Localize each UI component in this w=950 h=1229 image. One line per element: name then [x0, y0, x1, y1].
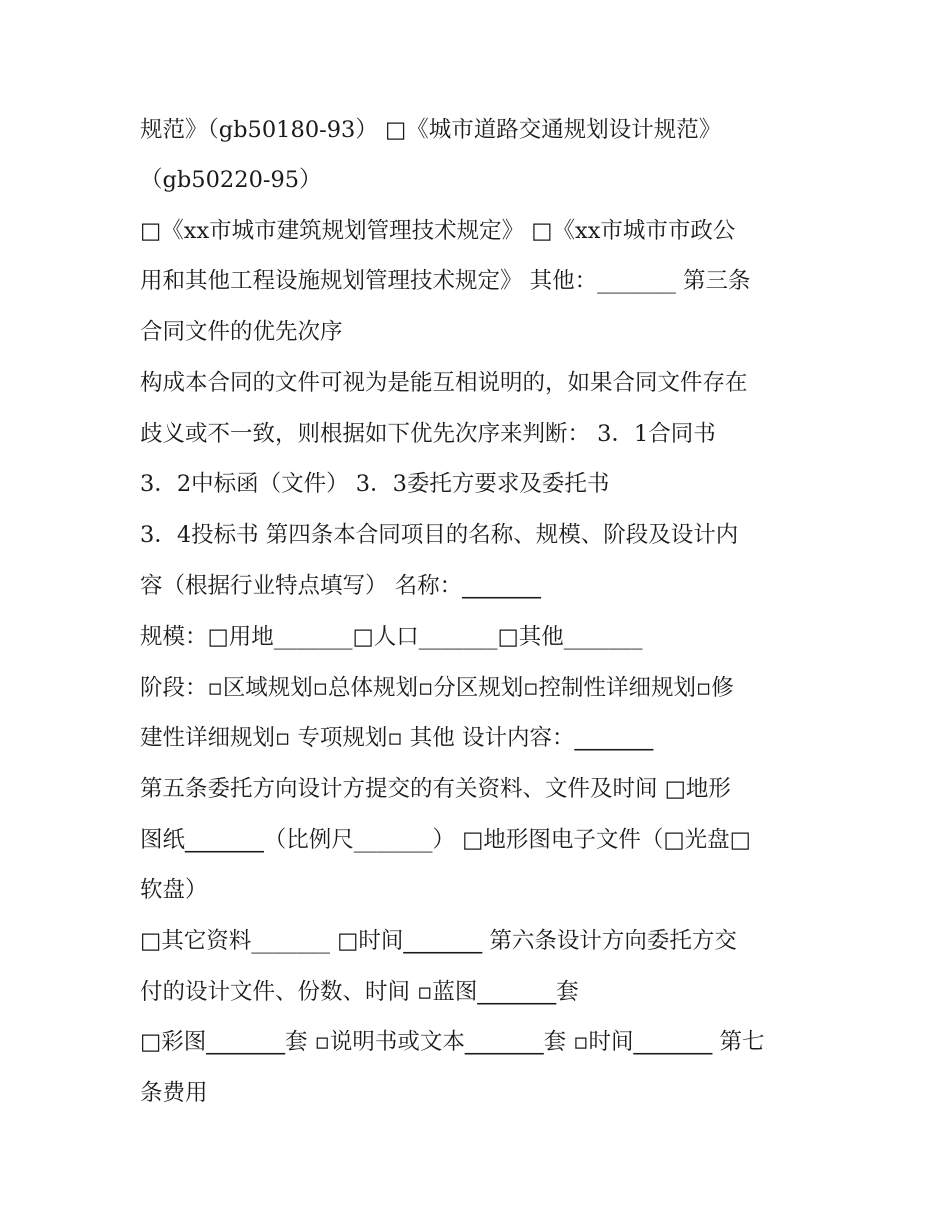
text-segment: 阶段：▫区域规划▫总体规划▫分区规划▫控制性详细规划▫修: [140, 675, 734, 701]
text-line: [140, 469, 609, 499]
text-segment: 第五条委托方向设计方提交的有关资料、文件及时间 □地形: [140, 776, 731, 802]
text-line: [140, 926, 737, 956]
text-line: [140, 622, 643, 652]
text-line: [140, 673, 734, 703]
text-line: [140, 875, 208, 905]
text-line: [140, 115, 721, 145]
text-line: [140, 825, 751, 855]
text-segment: 规模：□用地_______□人口_______□其他_______: [140, 624, 643, 650]
text-segment: 条费用: [140, 1080, 208, 1106]
text-segment: 3．2中标函（文件） 3．3委托方要求及委托书: [140, 471, 610, 497]
text-segment: 投标书 第四条本合同项目的名称、规模、阶段及设计内: [191, 522, 739, 548]
text-segment: □彩图_______套 ▫说明书或文本_______套 ▫时间_______: [140, 1029, 713, 1055]
text-line: [140, 520, 738, 550]
text-segment: 图纸_______: [140, 827, 264, 853]
text-line: [140, 368, 748, 398]
text-segment: 构成本合同的文件可视为是能互相说明的，如果合同文件存在: [140, 370, 748, 396]
text-segment: □时间_______: [337, 928, 483, 954]
text-segment: （比例尺_______） □地形图电子文件（□光盘□: [263, 827, 751, 853]
text-line: [140, 977, 579, 1007]
text-segment: 3．4: [140, 522, 192, 548]
text-line: [140, 571, 541, 601]
text-segment: 合同文件的优先次序: [140, 319, 343, 345]
text-line: [140, 317, 343, 347]
text-line: [140, 774, 731, 804]
text-segment: 第六条设计方向委托方交: [482, 928, 737, 954]
text-segment: □其它资料_______: [140, 928, 338, 954]
text-segment: 歧义或不一致，则根据如下优先次序来判断：: [140, 421, 591, 447]
text-line: [140, 419, 716, 449]
text-segment: 规范》（gb50180-93） □《城市道路交通规划设计规范》: [140, 117, 722, 143]
text-line: [140, 1027, 764, 1057]
text-segment: 软盘）: [140, 877, 208, 903]
text-line: [140, 165, 322, 195]
text-segment: □《xx市城市建筑规划管理技术规定》 □《xx市城市市政公: [140, 218, 736, 244]
text-segment: 第七: [712, 1029, 765, 1055]
text-segment: 容（根据行业特点填写） 名称：_______: [140, 573, 541, 599]
text-line: [140, 1078, 208, 1108]
text-segment: （gb50220-95）: [140, 167, 322, 193]
text-segment: 用和其他工程设施规划管理技术规定》 其他：_______ 第三条: [140, 268, 751, 294]
text-segment: 付的设计文件、份数、时间 ▫蓝图_______套: [140, 979, 579, 1005]
text-segment: 建性详细规划▫ 专项规划▫ 其他 设计内容：_______: [140, 725, 654, 751]
text-line: [140, 723, 653, 753]
text-line: [140, 266, 751, 296]
text-segment: 3．1合同书: [590, 421, 716, 447]
text-line: [140, 216, 735, 246]
